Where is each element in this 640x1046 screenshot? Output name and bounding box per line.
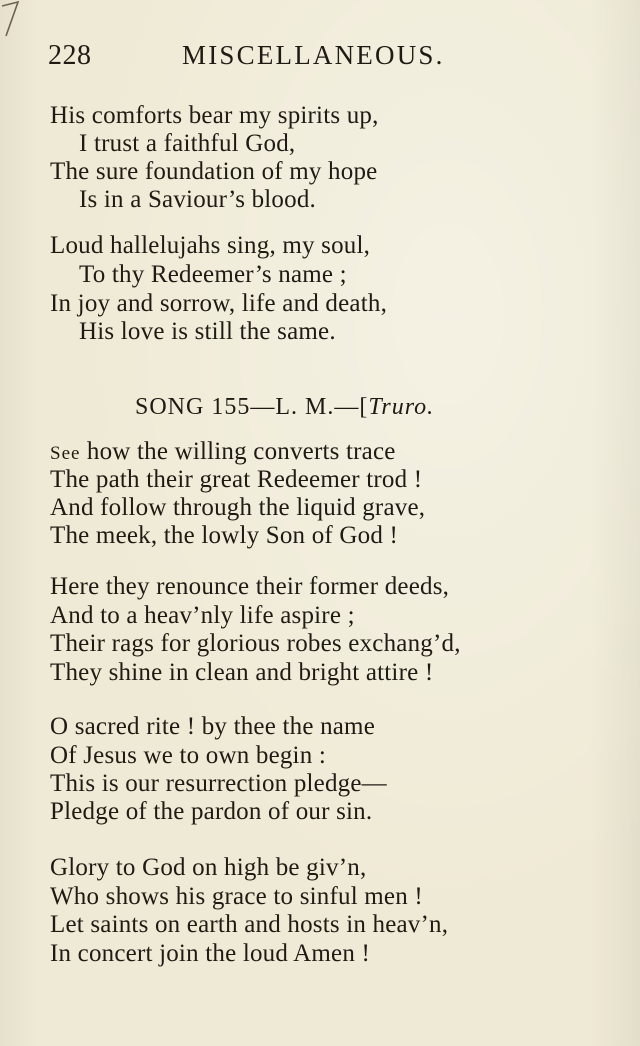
verse-line: And follow through the liquid grave, — [50, 494, 426, 521]
verse-line: In concert join the loud Amen ! — [50, 940, 371, 967]
verse-line: The path their great Redeemer trod ! — [50, 466, 423, 493]
verse-line: The meek, the lowly Son of God ! — [50, 522, 399, 549]
verse-line: Their rags for glorious robes exchang’d, — [50, 630, 461, 657]
verse-line: Pledge of the pardon of our sin. — [50, 798, 373, 825]
verse-line: To thy Redeemer’s name ; — [79, 261, 347, 288]
verse-line: Glory to God on high be giv’n, — [50, 854, 367, 881]
verse-line: His comforts bear my spirits up, — [50, 102, 379, 129]
verse-line: I trust a faithful God, — [79, 130, 296, 157]
page-number: 228 — [48, 40, 92, 71]
verse-line: They shine in clean and bright attire ! — [50, 659, 434, 686]
page-header — [48, 40, 468, 80]
song-heading — [135, 394, 434, 421]
verse-line: Loud hallelujahs sing, my soul, — [50, 232, 371, 259]
first-word: See — [50, 443, 81, 464]
song-number-meter: SONG 155—L. M.—[ — [135, 394, 369, 420]
verse-line: His love is still the same. — [79, 318, 336, 345]
bleed-through-text — [520, 95, 640, 955]
verse-line: Here they renounce their former deeds, — [50, 573, 450, 600]
verse-line: And to a heav’nly life aspire ; — [50, 602, 355, 629]
verse-line: O sacred rite ! by thee the name — [50, 713, 376, 740]
verse-line: In joy and sorrow, life and death, — [50, 290, 388, 317]
verse-line: Let saints on earth and hosts in heav’n, — [50, 911, 449, 938]
verse-line: See how the willing converts trace — [50, 438, 396, 465]
verse-line: Who shows his grace to sinful men ! — [50, 883, 423, 910]
running-head: MISCELLANEOUS. — [182, 40, 445, 70]
verse-line: Of Jesus we to own begin : — [50, 742, 327, 769]
tune-name: Truro. — [368, 394, 435, 420]
verse-line: This is our resurrection pledge— — [50, 770, 387, 797]
verse-line: Is in a Saviour’s blood. — [79, 186, 316, 213]
verse-line: The sure foundation of my hope — [50, 158, 378, 185]
corner-pencil-mark — [0, 0, 22, 40]
